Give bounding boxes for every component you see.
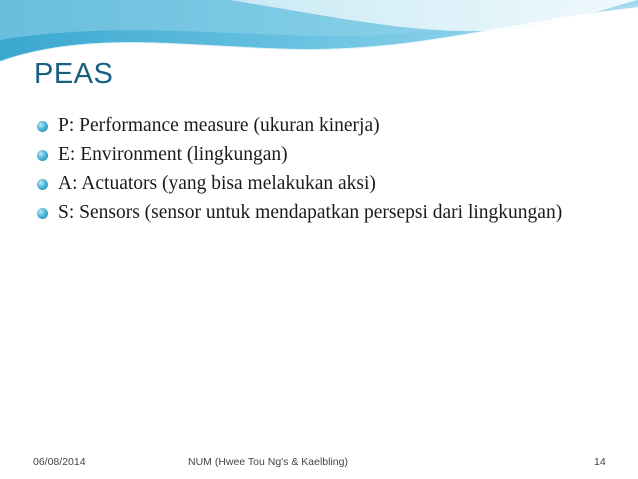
bullet-text: A: Actuators (yang bisa melakukan aksi) [58, 173, 376, 194]
bullet-list [37, 111, 597, 227]
bullet-item [37, 198, 597, 227]
bullet-icon [37, 208, 48, 219]
bullet-text: E: Environment (lingkungan) [58, 144, 288, 165]
bullet-icon [37, 179, 48, 190]
bullet-item [37, 140, 597, 169]
bullet-icon [37, 150, 48, 161]
bullet-item [37, 169, 597, 198]
bullet-item [37, 111, 597, 140]
bullet-icon [37, 121, 48, 132]
footer-page-number: 14 [594, 456, 606, 468]
footer-date: 06/08/2014 [33, 456, 86, 468]
slide-title: PEAS [34, 58, 114, 90]
bullet-text: S: Sensors (sensor untuk mendapatkan persepsi dari lingkungan) [58, 202, 563, 223]
footer-source: NUM (Hwee Tou Ng's & Kaelbling) [188, 456, 348, 468]
bullet-text: P: Performance measure (ukuran kinerja) [58, 115, 380, 136]
